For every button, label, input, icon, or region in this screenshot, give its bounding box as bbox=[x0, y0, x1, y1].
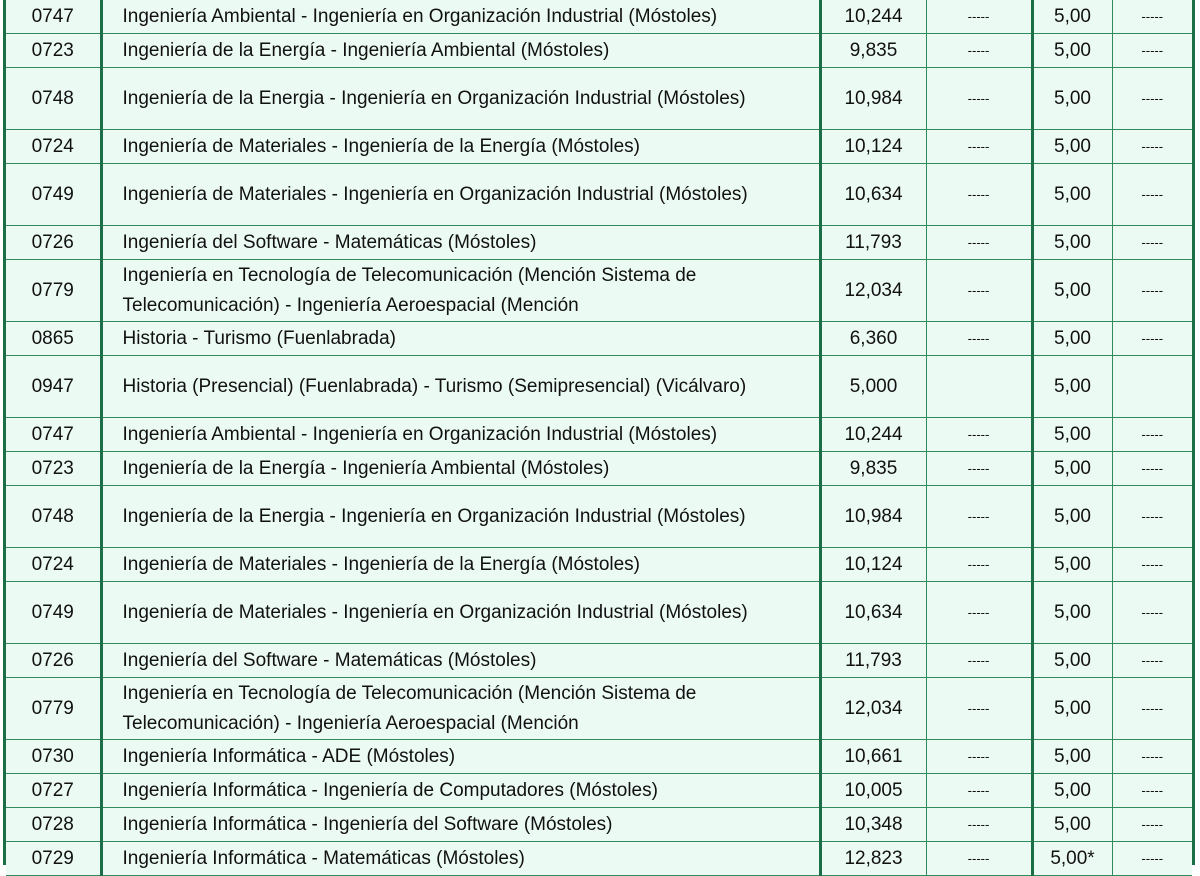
cutoff-grade-placeholder-cell: ----- bbox=[926, 740, 1032, 774]
minimum-grade-placeholder-cell: ----- bbox=[1112, 774, 1192, 808]
cutoff-grade-cell: 10,244 bbox=[820, 418, 926, 452]
minimum-grade-cell: 5,00 bbox=[1032, 774, 1112, 808]
minimum-grade-placeholder-cell: ----- bbox=[1112, 164, 1192, 226]
cutoff-grade-cell: 9,835 bbox=[820, 34, 926, 68]
cutoff-grade-placeholder-cell: ----- bbox=[926, 644, 1032, 678]
minimum-grade-cell: 5,00 bbox=[1032, 678, 1112, 740]
degree-code-cell: 0748 bbox=[6, 486, 101, 548]
cutoff-grade-cell: 11,793 bbox=[820, 226, 926, 260]
minimum-grade-cell: 5,00 bbox=[1032, 548, 1112, 582]
cutoff-grade-placeholder-cell: ----- bbox=[926, 68, 1032, 130]
degree-code-cell: 0726 bbox=[6, 644, 101, 678]
minimum-grade-cell: 5,00 bbox=[1032, 486, 1112, 548]
degree-code-cell: 0779 bbox=[6, 678, 101, 740]
cutoff-grade-placeholder-cell: ----- bbox=[926, 774, 1032, 808]
minimum-grade-placeholder-cell: ----- bbox=[1112, 130, 1192, 164]
cutoff-grade-placeholder-cell: ----- bbox=[926, 322, 1032, 356]
cutoff-grade-placeholder-cell: ----- bbox=[926, 842, 1032, 876]
table-row bbox=[6, 356, 1192, 418]
minimum-grade-cell: 5,00 bbox=[1032, 582, 1112, 644]
minimum-grade-placeholder-cell: ----- bbox=[1112, 260, 1192, 322]
table-row bbox=[6, 740, 1192, 774]
degree-name-cell: Ingeniería de la Energia - Ingeniería en Organización Industrial (Móstoles) bbox=[101, 486, 820, 548]
minimum-grade-cell: 5,00 bbox=[1032, 0, 1112, 34]
degree-code-cell: 0723 bbox=[6, 452, 101, 486]
table-row bbox=[6, 260, 1192, 322]
cutoff-grade-placeholder-cell: ----- bbox=[926, 486, 1032, 548]
cutoff-grade-placeholder-cell: ----- bbox=[926, 678, 1032, 740]
cutoff-grade-cell: 10,634 bbox=[820, 582, 926, 644]
table-row bbox=[6, 486, 1192, 548]
minimum-grade-placeholder-cell: ----- bbox=[1112, 644, 1192, 678]
cutoff-grade-cell: 6,360 bbox=[820, 322, 926, 356]
table-body bbox=[6, 0, 1192, 876]
degree-code-cell: 0748 bbox=[6, 68, 101, 130]
degree-code-cell: 0723 bbox=[6, 34, 101, 68]
minimum-grade-cell: 5,00 bbox=[1032, 164, 1112, 226]
grades-table bbox=[6, 0, 1192, 876]
cutoff-grade-cell: 12,034 bbox=[820, 678, 926, 740]
degree-code-cell: 0749 bbox=[6, 582, 101, 644]
minimum-grade-placeholder-cell bbox=[1112, 356, 1192, 418]
degree-name-cell: Ingeniería Ambiental - Ingeniería en Organización Industrial (Móstoles) bbox=[101, 418, 820, 452]
minimum-grade-cell: 5,00* bbox=[1032, 842, 1112, 876]
minimum-grade-cell: 5,00 bbox=[1032, 260, 1112, 322]
degree-code-cell: 0747 bbox=[6, 0, 101, 34]
cutoff-grade-cell: 9,835 bbox=[820, 452, 926, 486]
degree-name-cell: Ingeniería de la Energia - Ingeniería en Organización Industrial (Móstoles) bbox=[101, 68, 820, 130]
cutoff-grade-placeholder-cell: ----- bbox=[926, 418, 1032, 452]
minimum-grade-placeholder-cell: ----- bbox=[1112, 842, 1192, 876]
cutoff-grade-placeholder-cell: ----- bbox=[926, 808, 1032, 842]
cutoff-grade-placeholder-cell: ----- bbox=[926, 452, 1032, 486]
cutoff-grade-placeholder-cell: ----- bbox=[926, 582, 1032, 644]
degree-code-cell: 0730 bbox=[6, 740, 101, 774]
cutoff-grade-placeholder-cell: ----- bbox=[926, 130, 1032, 164]
minimum-grade-placeholder-cell: ----- bbox=[1112, 418, 1192, 452]
cutoff-grade-placeholder-cell: ----- bbox=[926, 34, 1032, 68]
cutoff-grade-cell: 10,634 bbox=[820, 164, 926, 226]
degree-name-cell: Ingeniería del Software - Matemáticas (Móstoles) bbox=[101, 226, 820, 260]
table-row bbox=[6, 130, 1192, 164]
degree-code-cell: 0724 bbox=[6, 130, 101, 164]
cutoff-grade-cell: 10,124 bbox=[820, 130, 926, 164]
cutoff-grade-cell: 10,661 bbox=[820, 740, 926, 774]
degree-name-cell: Ingeniería del Software - Matemáticas (Móstoles) bbox=[101, 644, 820, 678]
minimum-grade-cell: 5,00 bbox=[1032, 34, 1112, 68]
cutoff-grade-cell: 10,244 bbox=[820, 0, 926, 34]
minimum-grade-cell: 5,00 bbox=[1032, 226, 1112, 260]
table-row bbox=[6, 226, 1192, 260]
degree-code-cell: 0865 bbox=[6, 322, 101, 356]
degree-code-cell: 0729 bbox=[6, 842, 101, 876]
minimum-grade-placeholder-cell: ----- bbox=[1112, 582, 1192, 644]
degree-name-cell: Ingeniería Informática - Ingeniería de Computadores (Móstoles) bbox=[101, 774, 820, 808]
minimum-grade-cell: 5,00 bbox=[1032, 356, 1112, 418]
cutoff-grade-cell: 11,793 bbox=[820, 644, 926, 678]
minimum-grade-placeholder-cell: ----- bbox=[1112, 486, 1192, 548]
cutoff-grade-cell: 10,124 bbox=[820, 548, 926, 582]
table-row bbox=[6, 548, 1192, 582]
degree-code-cell: 0779 bbox=[6, 260, 101, 322]
cutoff-grade-cell: 12,034 bbox=[820, 260, 926, 322]
degree-code-cell: 0747 bbox=[6, 418, 101, 452]
minimum-grade-placeholder-cell: ----- bbox=[1112, 34, 1192, 68]
table-row bbox=[6, 644, 1192, 678]
degree-name-cell: Ingeniería de la Energía - Ingeniería Ambiental (Móstoles) bbox=[101, 34, 820, 68]
table-row bbox=[6, 842, 1192, 876]
minimum-grade-placeholder-cell: ----- bbox=[1112, 0, 1192, 34]
minimum-grade-cell: 5,00 bbox=[1032, 644, 1112, 678]
minimum-grade-placeholder-cell: ----- bbox=[1112, 452, 1192, 486]
degree-name-cell: Ingeniería Ambiental - Ingeniería en Organización Industrial (Móstoles) bbox=[101, 0, 820, 34]
table-row bbox=[6, 774, 1192, 808]
degree-name-cell: Ingeniería en Tecnología de Telecomunicación (Mención Sistema de Telecomunicación) - Ingeniería Aeroespacial (Mención bbox=[101, 260, 820, 322]
degree-code-cell: 0947 bbox=[6, 356, 101, 418]
table-row bbox=[6, 582, 1192, 644]
minimum-grade-placeholder-cell: ----- bbox=[1112, 68, 1192, 130]
cutoff-grade-placeholder-cell: ----- bbox=[926, 164, 1032, 226]
degree-name-cell: Ingeniería de Materiales - Ingeniería en Organización Industrial (Móstoles) bbox=[101, 582, 820, 644]
minimum-grade-cell: 5,00 bbox=[1032, 740, 1112, 774]
cutoff-grade-placeholder-cell: ----- bbox=[926, 0, 1032, 34]
degree-name-cell: Historia (Presencial) (Fuenlabrada) - Turismo (Semipresencial) (Vicálvaro) bbox=[101, 356, 820, 418]
cutoff-grade-placeholder-cell bbox=[926, 356, 1032, 418]
cutoff-grade-cell: 5,000 bbox=[820, 356, 926, 418]
degree-name-cell: Ingeniería Informática - Ingeniería del Software (Móstoles) bbox=[101, 808, 820, 842]
minimum-grade-cell: 5,00 bbox=[1032, 322, 1112, 356]
table-row bbox=[6, 34, 1192, 68]
table-row bbox=[6, 678, 1192, 740]
cutoff-grade-placeholder-cell: ----- bbox=[926, 260, 1032, 322]
minimum-grade-placeholder-cell: ----- bbox=[1112, 322, 1192, 356]
minimum-grade-cell: 5,00 bbox=[1032, 418, 1112, 452]
minimum-grade-cell: 5,00 bbox=[1032, 808, 1112, 842]
grades-table-container bbox=[3, 0, 1195, 869]
degree-name-cell: Ingeniería en Tecnología de Telecomunicación (Mención Sistema de Telecomunicación) - Ingeniería Aeroespacial (Mención bbox=[101, 678, 820, 740]
degree-name-cell: Ingeniería de Materiales - Ingeniería de la Energía (Móstoles) bbox=[101, 548, 820, 582]
table-row bbox=[6, 322, 1192, 356]
cutoff-grade-placeholder-cell: ----- bbox=[926, 226, 1032, 260]
minimum-grade-placeholder-cell: ----- bbox=[1112, 808, 1192, 842]
cutoff-grade-placeholder-cell: ----- bbox=[926, 548, 1032, 582]
degree-code-cell: 0724 bbox=[6, 548, 101, 582]
degree-name-cell: Ingeniería Informática - Matemáticas (Móstoles) bbox=[101, 842, 820, 876]
cutoff-grade-cell: 10,348 bbox=[820, 808, 926, 842]
cutoff-grade-cell: 10,005 bbox=[820, 774, 926, 808]
table-row bbox=[6, 418, 1192, 452]
cutoff-grade-cell: 12,823 bbox=[820, 842, 926, 876]
degree-code-cell: 0749 bbox=[6, 164, 101, 226]
degree-name-cell: Historia - Turismo (Fuenlabrada) bbox=[101, 322, 820, 356]
degree-name-cell: Ingeniería de Materiales - Ingeniería en Organización Industrial (Móstoles) bbox=[101, 164, 820, 226]
table-row bbox=[6, 68, 1192, 130]
table-row bbox=[6, 808, 1192, 842]
table-row bbox=[6, 452, 1192, 486]
table-row bbox=[6, 164, 1192, 226]
cutoff-grade-cell: 10,984 bbox=[820, 68, 926, 130]
minimum-grade-cell: 5,00 bbox=[1032, 130, 1112, 164]
degree-code-cell: 0726 bbox=[6, 226, 101, 260]
minimum-grade-placeholder-cell: ----- bbox=[1112, 740, 1192, 774]
minimum-grade-cell: 5,00 bbox=[1032, 452, 1112, 486]
minimum-grade-cell: 5,00 bbox=[1032, 68, 1112, 130]
table-row bbox=[6, 0, 1192, 34]
degree-name-cell: Ingeniería de la Energía - Ingeniería Ambiental (Móstoles) bbox=[101, 452, 820, 486]
degree-code-cell: 0728 bbox=[6, 808, 101, 842]
degree-name-cell: Ingeniería de Materiales - Ingeniería de la Energía (Móstoles) bbox=[101, 130, 820, 164]
degree-code-cell: 0727 bbox=[6, 774, 101, 808]
degree-name-cell: Ingeniería Informática - ADE (Móstoles) bbox=[101, 740, 820, 774]
minimum-grade-placeholder-cell: ----- bbox=[1112, 226, 1192, 260]
minimum-grade-placeholder-cell: ----- bbox=[1112, 548, 1192, 582]
cutoff-grade-cell: 10,984 bbox=[820, 486, 926, 548]
minimum-grade-placeholder-cell: ----- bbox=[1112, 678, 1192, 740]
